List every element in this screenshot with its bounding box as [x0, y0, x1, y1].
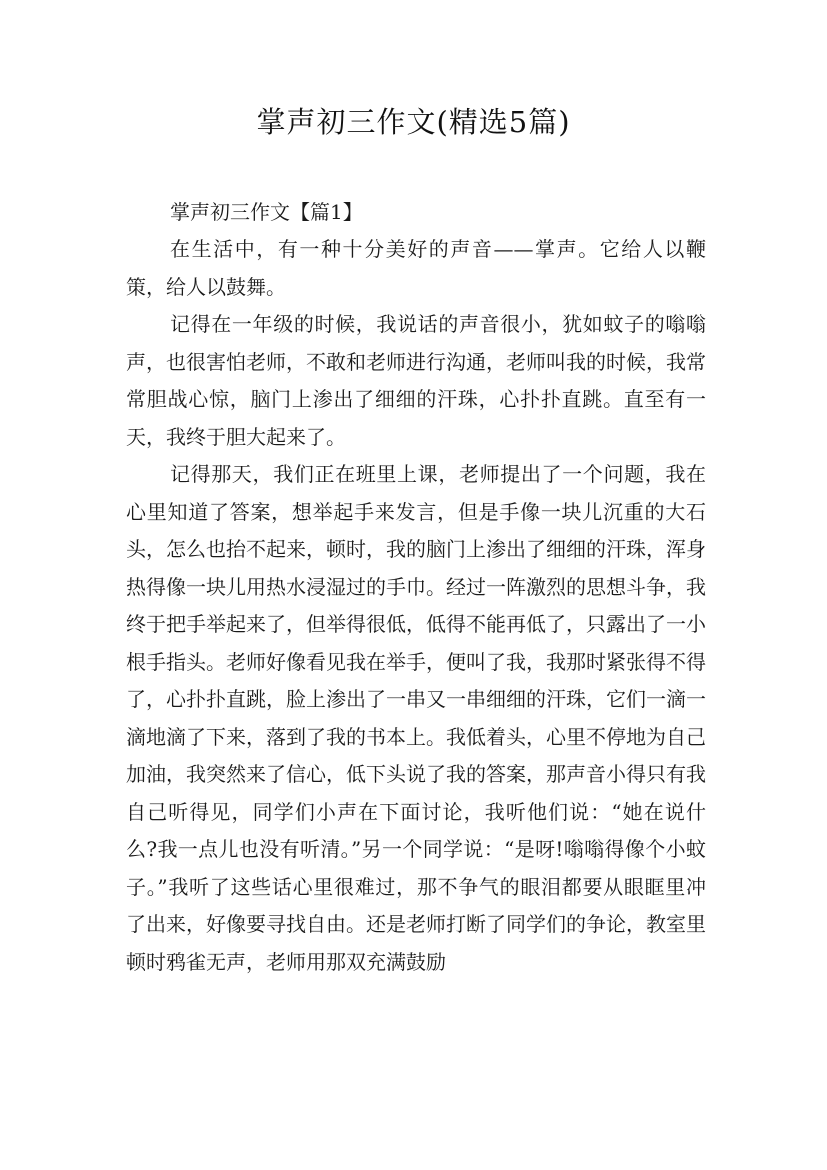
document-title: 掌声初三作文(精选5篇) [256, 105, 571, 139]
section-heading: 掌声初三作文【篇1】 [170, 200, 363, 224]
document-body [126, 194, 706, 981]
paragraph-1: 在生活中，有一种十分美好的声音——掌声。它给人以鞭策，给人以鼓舞。 [126, 237, 706, 299]
paragraph-3: 记得那天，我们正在班里上课，老师提出了一个问题，我在心里知道了答案，想举起手来发言，但是手像一块儿沉重的大石头，怎么也抬不起来，顿时，我的脑门上渗出了细细的汗珠，浑身热得像一块儿用热水浸湿过的手巾。经过一阵激烈的思想斗争，我终于把手举起来了，但举得很低，低得不能再低了，只露出了一小根手指头。老师好像看见我在举手，便叫了我，我那时紧张得不得了，心扑扑直跳，脸上渗出了一串又一串细细的汗珠，它们一滴一滴地滴了下来，落到了我的书本上。我低着头，心里不停地为自己加油，我突然来了信心，低下头说了我的答案，那声音小得只有我自己听得见，同学们小声在下面讨论，我听他们说：“她在说什么?我一点儿也没有听清。”另一个同学说：“是呀!嗡嗡得像个小蚊子。”我听了这些话心里很难过，那不争气的眼泪都要从眼眶里冲了出来，好像要寻找自由。还是老师打断了同学们的争论，教室里顿时鸦雀无声，老师用那双充满鼓励 [126, 462, 706, 974]
paragraph-2: 记得在一年级的时候，我说话的声音很小，犹如蚊子的嗡嗡声，也很害怕老师，不敢和老师进行沟通，老师叫我的时候，我常常胆战心惊，脑门上渗出了细细的汗珠，心扑扑直跳。直至有一天，我终于胆大起来了。 [126, 312, 706, 449]
